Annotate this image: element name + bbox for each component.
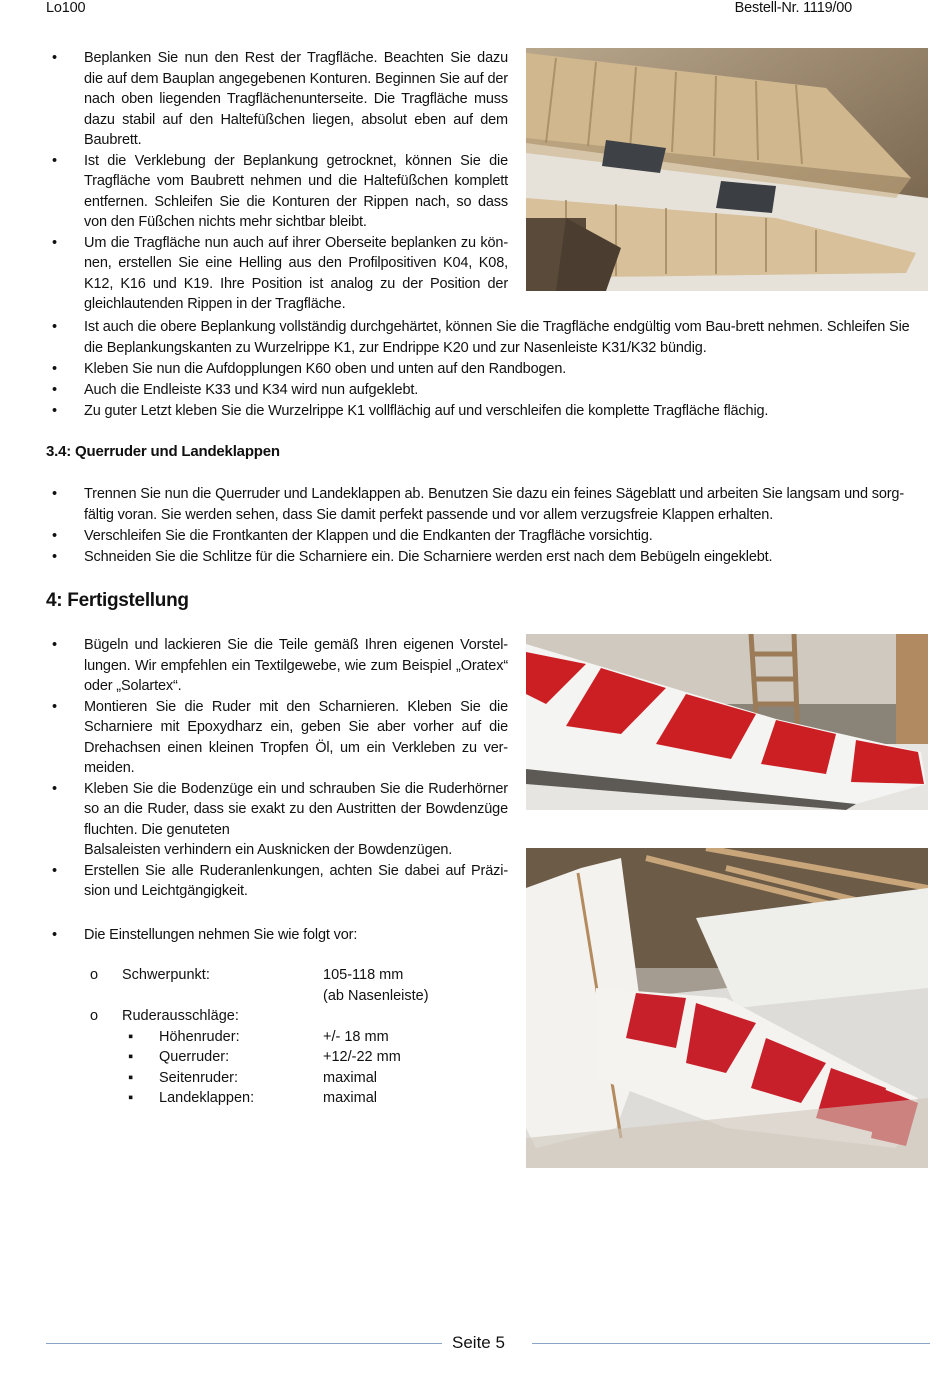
circle-bullet: o — [90, 1008, 99, 1024]
photo-tail-assembly — [526, 848, 928, 1168]
page-number: Seite 5 — [452, 1333, 505, 1352]
section-heading-4: 4: Fertigstellung — [46, 590, 189, 611]
list-item-text: Zu guter Letzt kleben Sie die Wurzelrippe K1 vollflächig auf und verschleifen die komplette Tragfläche flächig. — [84, 402, 769, 419]
list-item-text: Schneiden Sie die Schlitze für die Scharniere ein. Die Scharniere werden erst nach dem Bebügeln eingeklebt. — [84, 548, 773, 565]
list-item-text: Ist auch die obere Beplankung vollständig durchgehärtet, können Sie die Tragfläche endgültig vom Bau-brett nehmen. Schleifen Sie die Beplankungskanten zu Wurzelrippe K1, zur Endrippe K20 und zur Nasenleiste K31/K32 bündig. — [84, 319, 910, 356]
list-item: • Montieren Sie die Ruder mit den Scharnieren. Kleben Sie die Scharniere mit Epoxydharz ein, geben Sie aber vorher auf die Drehachsen einen kleinen Tropfen Öl, um ein Verkleben zu ver-meiden. — [52, 698, 508, 776]
photo-covered-wing — [526, 634, 928, 810]
throw-label: Seitenruder: — [159, 1069, 238, 1086]
list-item-text: Erstellen Sie alle Ruderanlenkungen, achten Sie dabei auf Präzi-sion und Leichtgängigkeit. — [84, 862, 508, 899]
list-item-text: Montieren Sie die Ruder mit den Scharnieren. Kleben Sie die Scharniere mit Epoxydharz ein, geben Sie aber vorher auf die Drehachsen einen kleinen Tropfen Öl, um ein Verkleben zu ver-meiden. — [84, 698, 508, 776]
throw-value: +12/-22 mm — [323, 1049, 401, 1065]
list-item-text: Kleben Sie nun die Aufdopplungen K60 oben und unten auf den Randbogen. — [84, 360, 567, 377]
section-heading-3-4: 3.4: Querruder und Landeklappen — [46, 443, 280, 460]
list-item: • Schneiden Sie die Schlitze für die Scharniere ein. Die Scharniere werden erst nach dem Bebügeln eingeklebt. — [52, 548, 773, 565]
throw-label: Landeklappen: — [159, 1090, 255, 1106]
cg-note: (ab Nasenleiste) — [323, 987, 429, 1004]
photo-wing-sheeting — [526, 48, 928, 291]
list-item: • Verschleifen Sie die Frontkanten der Klappen und die Endkanten der Tragfläche vorsichtig. — [52, 527, 653, 544]
square-bullet: ▪ — [128, 1069, 134, 1086]
list-item: • Zu guter Letzt kleben Sie die Wurzelrippe K1 vollflächig auf und verschleifen die komplette Tragfläche flächig. — [52, 402, 769, 419]
square-bullet: ▪ — [128, 1049, 134, 1065]
settings-intro: Die Einstellungen nehmen Sie wie folgt vor: — [84, 927, 358, 943]
list-item: • Um die Tragfläche nun auch auf ihrer Oberseite beplanken zu kön-nen, erstellen Sie eine Helling aus den Profilpositiven K04, K08, K12, K16 und K19. Ihre Position ist analog zu der Position der gleichlautenden Rippen in der Tragfläche. — [52, 234, 508, 312]
throw-label: Querruder: — [159, 1049, 230, 1065]
throws-label: Ruderausschläge: — [122, 1008, 239, 1024]
list-item: • Kleben Sie nun die Aufdopplungen K60 oben und unten auf den Randbogen. — [52, 360, 567, 377]
square-bullet: ▪ — [128, 1090, 134, 1106]
circle-bullet: o — [90, 967, 99, 983]
list-item: • Erstellen Sie alle Ruderanlenkungen, achten Sie dabei auf Präzi-sion und Leichtgängigkeit. — [52, 862, 508, 899]
list-item: • Trennen Sie nun die Querruder und Landeklappen ab. Benutzen Sie dazu ein feines Sägeblatt und arbeiten Sie langsam und sorg-fältig voran. Sie werden sehen, dass Sie damit perfekt passende und vor allem verzugsfreie Klappen erhalten. — [52, 486, 905, 523]
list-item-text: Ist die Verklebung der Beplankung getrocknet, können Sie die Tragfläche vom Baubrett nehmen und die Haltefüßchen komplett entfernen. Schleifen Sie die Konturen der Rippen nach, so dass von den Füßchen nichts mehr sichtbar bleibt. — [84, 152, 508, 230]
list-item: • Bügeln und lackieren Sie die Teile gemäß Ihren eigenen Vorstel-lungen. Wir empfehlen ein Textilgewebe, wie zum Beispiel „Oratex“ oder „Solartex“. — [52, 637, 508, 694]
list-item: • Ist die Verklebung der Beplankung getrocknet, können Sie die Tragfläche vom Baubrett nehmen und die Haltefüßchen komplett entfernen. Schleifen Sie die Konturen der Rippen nach, so dass von den Füßchen nichts mehr sichtbar bleibt. — [52, 152, 508, 230]
list-item: • Beplanken Sie nun den Rest der Tragfläche. Beachten Sie dazu die auf dem Bauplan angegebenen Konturen. Beginnen Sie auf der nach oben liegenden Tragflächenunterseite. Die Tragfläche muss dazu stabil auf den Haltefüßchen liegen, absolut eben auf dem Baubrett. — [52, 50, 508, 148]
list-item-text: Beplanken Sie nun den Rest der Tragfläche. Beachten Sie dazu die auf dem Bauplan angegebenen Konturen. Beginnen Sie auf der nach oben liegenden Tragflächenunterseite. Die Tragfläche muss dazu stabil auf den Haltefüßchen liegen, absolut eben auf dem Baubrett. — [84, 50, 508, 148]
cg-label: Schwerpunkt: — [122, 967, 210, 983]
throw-value: maximal — [323, 1090, 377, 1106]
footer-rule-right — [532, 1343, 930, 1344]
throw-label: Höhenruder: — [159, 1028, 240, 1045]
cg-value: 105-118 mm — [323, 967, 404, 983]
list-item: • Auch die Endleiste K33 und K34 wird nun aufgeklebt. — [52, 381, 419, 398]
list-item-text: Um die Tragfläche nun auch auf ihrer Oberseite beplanken zu kön-nen, erstellen Sie eine Helling aus den Profilpositiven K04, K08, K12, K16 und K19. Ihre Position ist analog zu der Position der gleichlautenden Rippen in der Tragfläche. — [84, 234, 508, 312]
list-item: • Die Einstellungen nehmen Sie wie folgt vor: — [52, 927, 358, 943]
list-item-text: Kleben Sie die Bodenzüge ein und schrauben Sie die Ruderhörner so an die Ruder, dass sie exakt zu den Austritten der Bowdenzüge fluchten. Die genuteten — [84, 780, 508, 838]
square-bullet: ▪ — [128, 1028, 134, 1045]
header-order-number: Bestell-Nr. 1119/00 — [734, 0, 852, 16]
list-item-text: Auch die Endleiste K33 und K34 wird nun aufgeklebt. — [84, 381, 419, 398]
footer-rule-left — [46, 1343, 442, 1344]
throw-value: +/- 18 mm — [323, 1028, 389, 1045]
list-item-text: Verschleifen Sie die Frontkanten der Klappen und die Endkanten der Tragfläche vorsichtig. — [84, 527, 653, 544]
list-item-text: Bügeln und lackieren Sie die Teile gemäß Ihren eigenen Vorstel-lungen. Wir empfehlen ein Textilgewebe, wie zum Beispiel „Oratex“ oder „Solartex“. — [84, 637, 508, 694]
list-item-text: Trennen Sie nun die Querruder und Landeklappen ab. Benutzen Sie dazu ein feines Sägeblatt und arbeiten Sie langsam und sorg-fältig voran. Sie werden sehen, dass Sie damit perfekt passende und vor allem verzugsfreie Klappen erhalten. — [84, 486, 905, 523]
throw-value: maximal — [323, 1069, 377, 1086]
header-model-name: Lo100 — [46, 0, 86, 16]
list-item-continuation: Balsaleisten verhindern ein Ausknicken der Bowdenzügen. — [84, 842, 453, 858]
list-item: • Ist auch die obere Beplankung vollständig durchgehärtet, können Sie die Tragfläche endgültig vom Bau-brett nehmen. Schleifen Sie die Beplankungskanten zu Wurzelrippe K1, zur Endrippe K20 und zur Nasenleiste K31/K32 bündig. — [52, 319, 910, 356]
list-item: • Kleben Sie die Bodenzüge ein und schrauben Sie die Ruderhörner so an die Ruder, dass sie exakt zu den Austritten der Bowdenzüge fluchten. Die genuteten Balsaleisten verhindern ein Ausknicken der Bowdenzügen. — [46, 779, 508, 861]
